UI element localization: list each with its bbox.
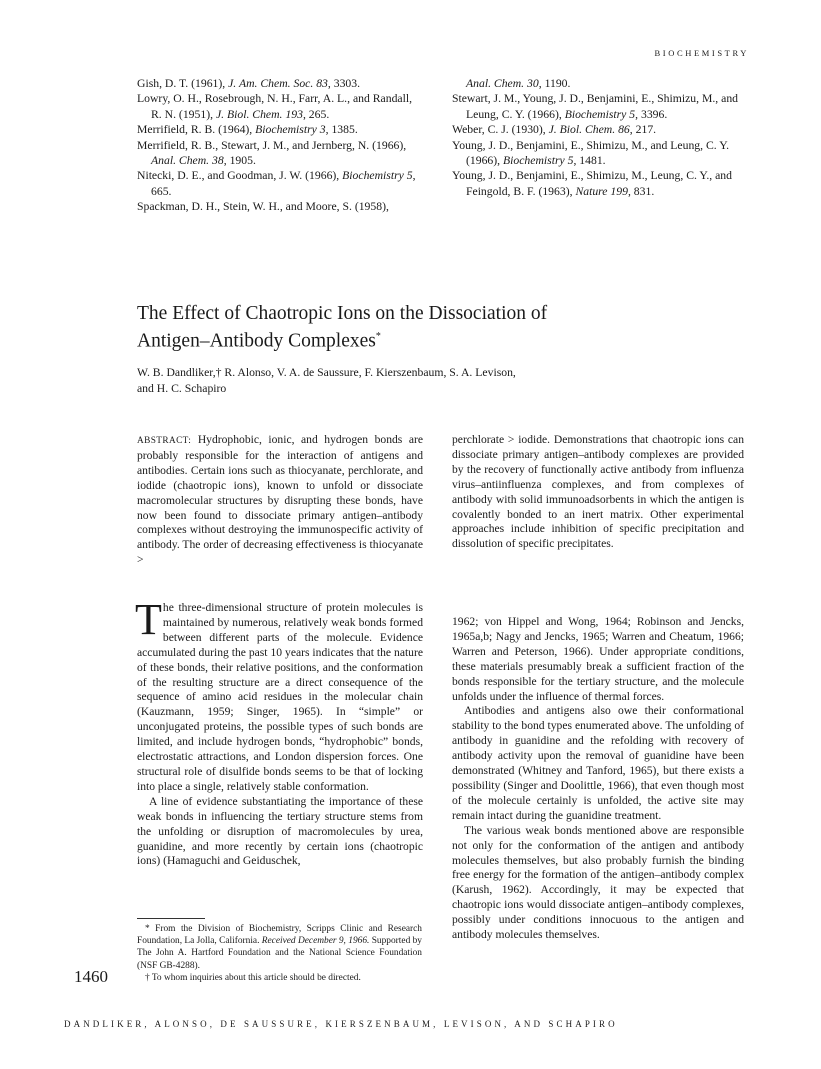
footnote-marker: * xyxy=(375,330,381,342)
footnote: † To whom inquiries about this article should be directed. xyxy=(145,972,361,983)
reference-item: Gish, D. T. (1961), J. Am. Chem. Soc. 83, 3303. xyxy=(137,77,361,90)
body-column-right xyxy=(452,615,744,943)
running-footer: DANDLIKER, ALONSO, DE SAUSSURE, KIERSZENBAUM, LEVISON, AND SCHAPIRO xyxy=(64,1019,618,1029)
journal-name: BIOCHEMISTRY xyxy=(654,48,749,58)
abstract-text: perchlorate > iodide. Demonstrations that chaotropic ions can dissociate primary antigen–antibody complexes are provided by the recovery of functionally active antibody from influenza virus–antiinfluenza complexes, and from complexes of antibody with solid immunoadsorbents in which the antigen is covalently bonded to an inert matrix. Other experimental approaches include inhibition of specific precipitation and dissolution of specific precipitates. xyxy=(452,433,744,551)
reference-item: Young, J. D., Benjamini, E., Shimizu, M., Leung, C. Y., and Feingold, B. F. (1963), Nature 199, 831. xyxy=(452,169,732,198)
title-line: Antigen–Antibody Complexes* xyxy=(137,330,381,351)
body-column-left xyxy=(135,595,423,869)
reference-item: Spackman, D. H., Stein, W. H., and Moore, S. (1958), xyxy=(137,200,389,214)
body-paragraph: The various weak bonds mentioned above are responsible not only for the conformation of the antigen and antibody molecules themselves, but also probably furnish the binding free energy for the formation of the antigen–antibody complex (Karush, 1962). Accordingly, it may be expected that chaotropic ions would dissociate antigen–antibody complexes, possibly under conditions innocuous to the antigen and antibody molecules themselves. xyxy=(452,823,744,942)
drop-cap: T xyxy=(135,595,162,644)
abstract-text: Hydrophobic, ionic, and hydrogen bonds are probably responsible for the interaction of antigens and antibodies. Certain ions such as thiocyanate, perchlorate, and iodide (chaotropic ions), known to unfold or dissociate macromolecular structures by disrupting these bonds, have now been found to dissociate primary antigen–antibody complexes without destroying the immunospecific activity of antibody. The order of decreasing effectiveness is thiocyanate > xyxy=(137,433,423,567)
reference-item: Stewart, J. M., Young, J. D., Benjamini, E., Shimizu, M., and Leung, C. Y. (1966), Biochemistry 5, 3396. xyxy=(452,92,739,121)
reference-item: Merrifield, R. B. (1964), Biochemistry 3, 1385. xyxy=(137,123,358,137)
page-number: 1460 xyxy=(74,967,108,986)
footnotes xyxy=(137,923,422,984)
abstract-right xyxy=(452,433,744,552)
author-list xyxy=(137,365,607,397)
author-line: W. B. Dandliker,† R. Alonso, V. A. de Saussure, F. Kierszenbaum, S. A. Levison, xyxy=(137,366,516,379)
reference-list-right xyxy=(452,76,744,199)
reference-item: Merrifield, R. B., Stewart, J. M., and Jernberg, N. (1966), Anal. Chem. 38, 1905. xyxy=(137,138,407,168)
author-line: and H. C. Schapiro xyxy=(137,382,227,395)
body-paragraph: he three-dimensional structure of protein molecules is maintained by numerous, relatively weak bonds formed between different parts of the molecule. Evidence accumulated during the past 10 years indicates that the nature of these bonds, their relative positions, and the conformation of the resulting structure are a direct consequence of the sequence of amino acid residues in the molecular chain (Kauzmann, 1959; Singer, 1965). In “simple” or unconjugated proteins, the possible types of such bonds are limited, and include hydrogen bonds, “hydrophobic” bonds, electrostatic attractions, and London dispersion forces. One structural role of disulfide bonds seems to be that of locking into place a single, relatively stable conformation. xyxy=(137,601,423,793)
body-paragraph: 1962; von Hippel and Wong, 1964; Robinson and Jencks, 1965a,b; Nagy and Jencks, 1965; Warren and Cheatum, 1966; Warren and Peterson, 1966). Under appropriate conditions, these materials presumably break a sufficient fraction of the bonds responsible for the tertiary structure, and the molecule unfolds under the influence of thermal forces. xyxy=(452,615,744,703)
body-paragraph: Antibodies and antigens also owe their conformational stability to the bond types enumerated above. The unfolding of antibody in guanidine and the refolding with recovery of antibody activity upon the removal of guanidine have been demonstrated (Whitney and Tanford, 1965), but there exists a possibility (Singer and Doolittle, 1966), that even though most of the molecule certainly is unfolded, the active site may remain intact during the guanidine treatment. xyxy=(452,704,744,822)
footnote: * From the Division of Biochemistry, Scripps Clinic and Research Foundation, La Jolla, California. Received December 9, 1966. Supported by The John A. Hartford Foundation and the National Science Foundation (NSF GB-4288). xyxy=(137,924,422,971)
footnote-rule xyxy=(137,918,205,919)
reference-item: Young, J. D., Benjamini, E., Shimizu, M., and Leung, C. Y. (1966), Biochemistry 5, 1481. xyxy=(452,138,730,168)
title-line: The Effect of Chaotropic Ions on the Dissociation of xyxy=(137,303,548,324)
abstract-label: ABSTRACT: xyxy=(137,436,192,446)
abstract-left xyxy=(137,433,423,568)
reference-item: Lowry, O. H., Rosebrough, N. H., Farr, A. L., and Randall, R. N. (1951), J. Biol. Chem. 193, 265. xyxy=(137,92,413,121)
body-paragraph: A line of evidence substantiating the importance of these weak bonds in influencing the tertiary structure stems from the unfolding or disruption of macromolecules by urea, guanidine, and more recently by certain ions (chaotropic ions) (Hamaguchi and Geiduschek, xyxy=(137,794,423,868)
reference-item: Weber, C. J. (1930), J. Biol. Chem. 86, 217. xyxy=(452,123,657,137)
reference-item: Anal. Chem. 30, 1190. xyxy=(466,77,571,90)
reference-item: Nitecki, D. E., and Goodman, J. W. (1966), Biochemistry 5, 665. xyxy=(137,169,416,198)
article-title xyxy=(137,303,547,353)
reference-list-left xyxy=(137,76,423,215)
